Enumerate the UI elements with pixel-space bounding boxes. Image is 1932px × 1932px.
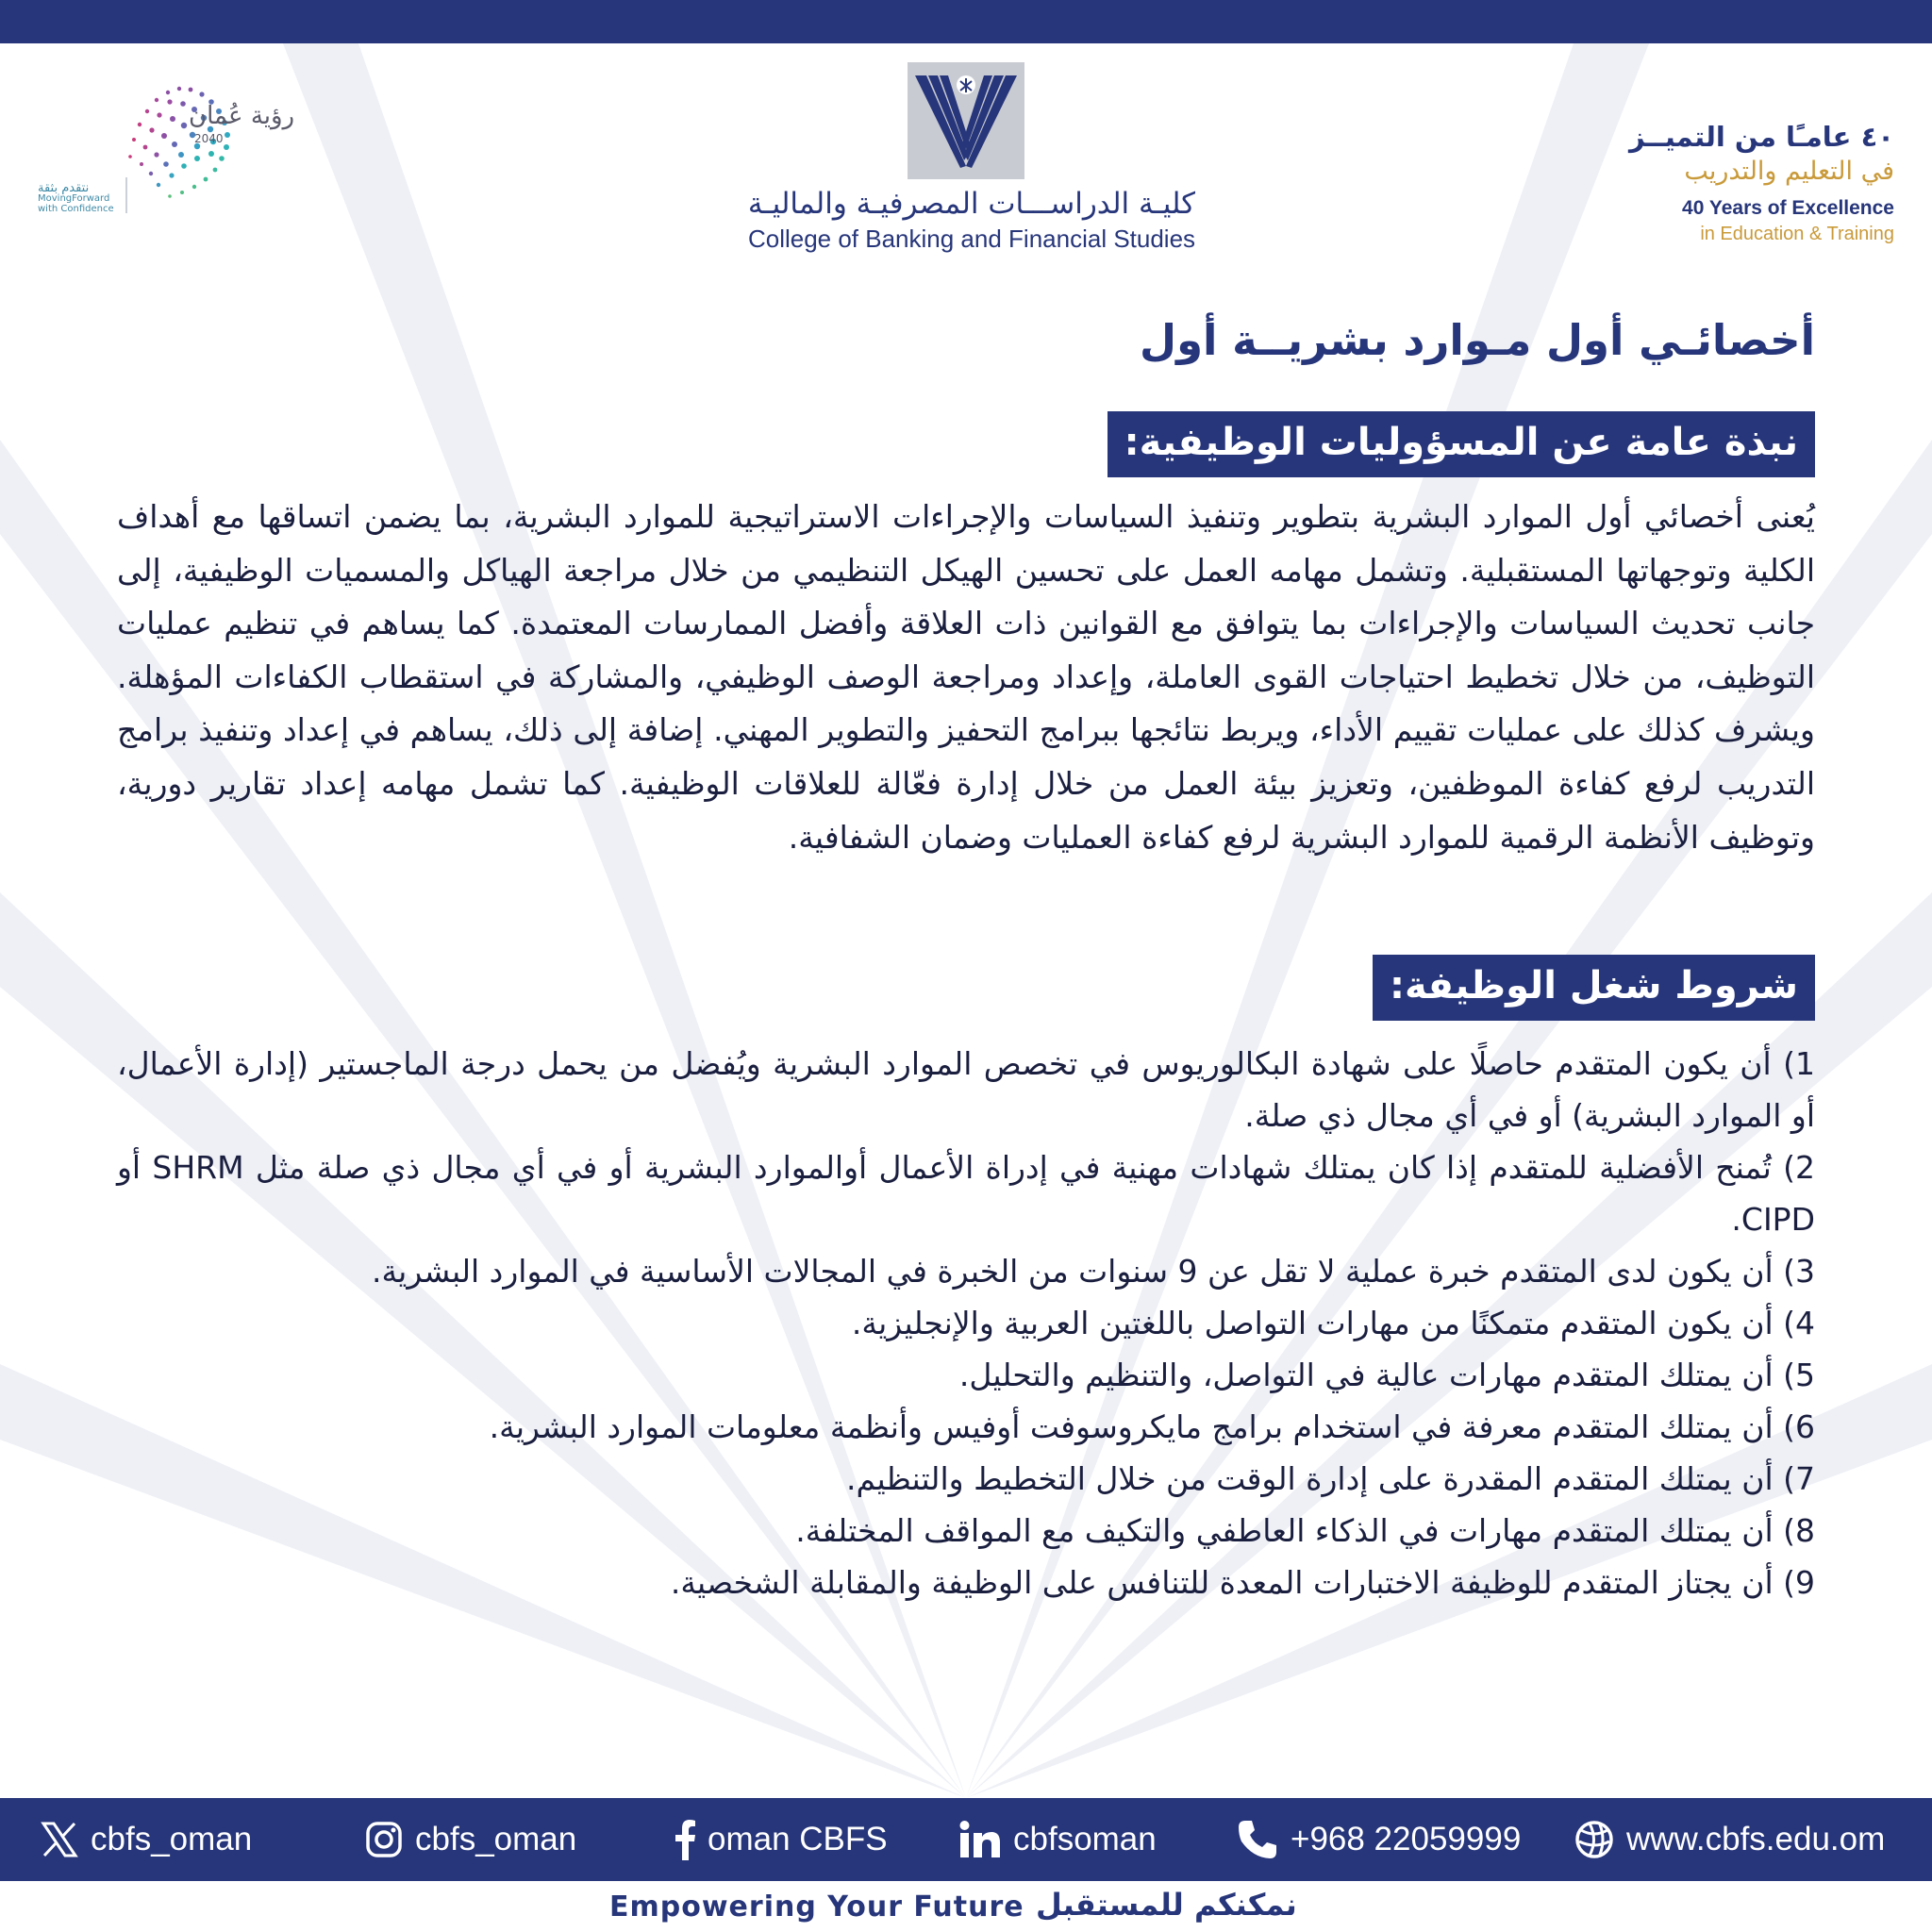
slogan-english: Empowering Your Future	[609, 1890, 1024, 1924]
anniversary-line2-en: in Education & Training	[1700, 224, 1894, 244]
item-text: أن يجتاز المتقدم للوظيفة الاختبارات المعدة للتنافس على الوظيفة والمقابلة الشخصية.	[670, 1564, 1774, 1601]
instagram-link[interactable]	[364, 1798, 576, 1881]
linkedin-icon	[958, 1820, 1002, 1859]
item-text: أن يكون لدى المتقدم خبرة عملية لا تقل عن 9 سنوات من الخبرة في المجالات الأساسية في الموارد البشرية.	[371, 1253, 1774, 1290]
website-url: www.cbfs.edu.om	[1626, 1821, 1886, 1857]
linkedin-link[interactable]	[958, 1798, 1157, 1881]
list-item	[117, 1245, 1815, 1297]
college-emblem-logo	[908, 62, 1024, 179]
list-item	[117, 1505, 1815, 1557]
phone-number: +968 22059999	[1291, 1821, 1522, 1857]
college-name-arabic: كليـة الدراســـات المصرفيـة والماليـة	[747, 187, 1196, 221]
list-item	[117, 1297, 1815, 1349]
x-icon	[40, 1820, 79, 1859]
item-text: أن يمتلك المتقدم مهارات عالية في التواصل، والتنظيم والتحليل.	[958, 1357, 1774, 1393]
vision-arabic-text: رؤية عُمان	[189, 102, 295, 130]
item-number: 9)	[1783, 1564, 1815, 1601]
anniversary-line1-en: 40 Years of Excellence	[1682, 197, 1894, 219]
list-item	[117, 1038, 1815, 1141]
item-number: 8)	[1783, 1512, 1815, 1549]
anniversary-badge	[1498, 121, 1894, 245]
vision-tagline-en-1: MovingForward	[38, 193, 110, 204]
vision-year: 2040	[194, 132, 224, 145]
slogan-arabic: نمكنكم للمستقبل	[1036, 1887, 1297, 1923]
requirements-heading: شروط شغل الوظيفة:	[1373, 955, 1815, 1021]
list-item	[117, 1557, 1815, 1608]
list-item	[117, 1453, 1815, 1505]
facebook-link[interactable]	[674, 1798, 888, 1881]
vision-tagline-en-2: with Confidence	[38, 204, 114, 214]
vision-tagline-ar: نتقدم بثقة	[38, 181, 90, 195]
item-number: 7)	[1783, 1460, 1815, 1497]
item-number: 2)	[1783, 1149, 1815, 1186]
item-text: أن يكون المتقدم متمكنًا من مهارات التواصل باللغتين العربية والإنجليزية.	[851, 1305, 1774, 1341]
list-item	[117, 1141, 1815, 1245]
overview-heading: نبذة عامة عن المسؤوليات الوظيفية:	[1108, 411, 1815, 477]
item-number: 3)	[1783, 1253, 1815, 1290]
item-text: أن يمتلك المتقدم المقدرة على إدارة الوقت من خلال التخطيط والتنظيم.	[846, 1460, 1774, 1497]
anniversary-line1-ar: ٤٠ عامـًا من التميــز	[1628, 121, 1894, 153]
instagram-icon	[364, 1820, 404, 1859]
item-number: 4)	[1783, 1305, 1815, 1341]
item-text: أن يمتلك المتقدم معرفة في استخدام برامج مايكروسوفت أوفيس وأنظمة معلومات الموارد البشرية.	[489, 1408, 1774, 1445]
phone-icon	[1236, 1818, 1279, 1861]
overview-paragraph: يُعنى أخصائي أول الموارد البشرية بتطوير وتنفيذ السياسات والإجراءات الاستراتيجية للموارد البشرية، بما يضمن اتساقها مع أهداف الكلية وتوجهاتها المستقبلية. وتشمل مهامه العمل على تحسين الهيكل التنظيمي من خلال مراجعة الهياكل والمسميات الوظيفية، إلى جانب تحديث السياسات والإجراءات بما يتوافق مع القوانين ذات العلاقة وأفضل الممارسات المعتمدة. كما يساهم في تنظيم عمليات التوظيف، من خلال تخطيط احتياجات القوى العاملة، وإعداد ومراجعة الوصف الوظيفي، والمشاركة في استقطاب الكفاءات المؤهلة. ويشرف كذلك على عمليات تقييم الأداء، ويربط نتائجها ببرامج التحفيز والتطوير المهني. إضافة إلى ذلك، يساهم في إعداد وتنفيذ برامج التدريب لرفع كفاءة الموظفين، وتعزيز بيئة العمل من خلال إدارة فعّالة للعلاقات الوظيفية. كما تشمل مهامه إعداد تقارير دورية، وتوظيف الأنظمة الرقمية للموارد البشرية لرفع كفاءة العمليات وضمان الشفافية.	[117, 498, 1815, 856]
item-number: 6)	[1783, 1408, 1815, 1445]
vision-tagline	[38, 183, 114, 214]
facebook-handle: oman CBFS	[708, 1821, 888, 1857]
requirements-list	[117, 1038, 1815, 1608]
item-number: 1)	[1783, 1045, 1815, 1082]
linkedin-handle: cbfsoman	[1013, 1821, 1157, 1857]
list-item	[117, 1401, 1815, 1453]
item-text: أن يمتلك المتقدم مهارات في الذكاء العاطفي والتكيف مع المواقف المختلفة.	[795, 1512, 1774, 1549]
x-handle: cbfs_oman	[91, 1821, 253, 1857]
item-text: تُمنح الأفضلية للمتقدم إذا كان يمتلك شهادات مهنية في إدراة الأعمال أوالموارد البشرية أو في أي مجال ذي صلة مثل SHRM أو CIPD.	[117, 1149, 1815, 1238]
facebook-icon	[674, 1819, 696, 1860]
phone-link[interactable]	[1236, 1798, 1521, 1881]
item-number: 5)	[1783, 1357, 1815, 1393]
college-name-english: College of Banking and Financial Studies	[747, 225, 1196, 253]
list-item	[117, 1349, 1815, 1401]
top-bar	[0, 0, 1932, 43]
x-link[interactable]	[40, 1798, 252, 1881]
globe-icon	[1574, 1819, 1615, 1860]
instagram-handle: cbfs_oman	[415, 1821, 577, 1857]
website-link[interactable]	[1574, 1798, 1885, 1881]
anniversary-line2-ar: في التعليم والتدريب	[1684, 157, 1894, 186]
job-title: أخصائـي أول مـوارد بشريــة أول	[1140, 315, 1815, 365]
item-text: أن يكون المتقدم حاصلًا على شهادة البكالوريوس في تخصص الموارد البشرية ويُفضل من يحمل درجة الماجستير (إدارة الأعمال، أو الموارد البشرية) أو في أي مجال ذي صلة.	[117, 1045, 1815, 1134]
